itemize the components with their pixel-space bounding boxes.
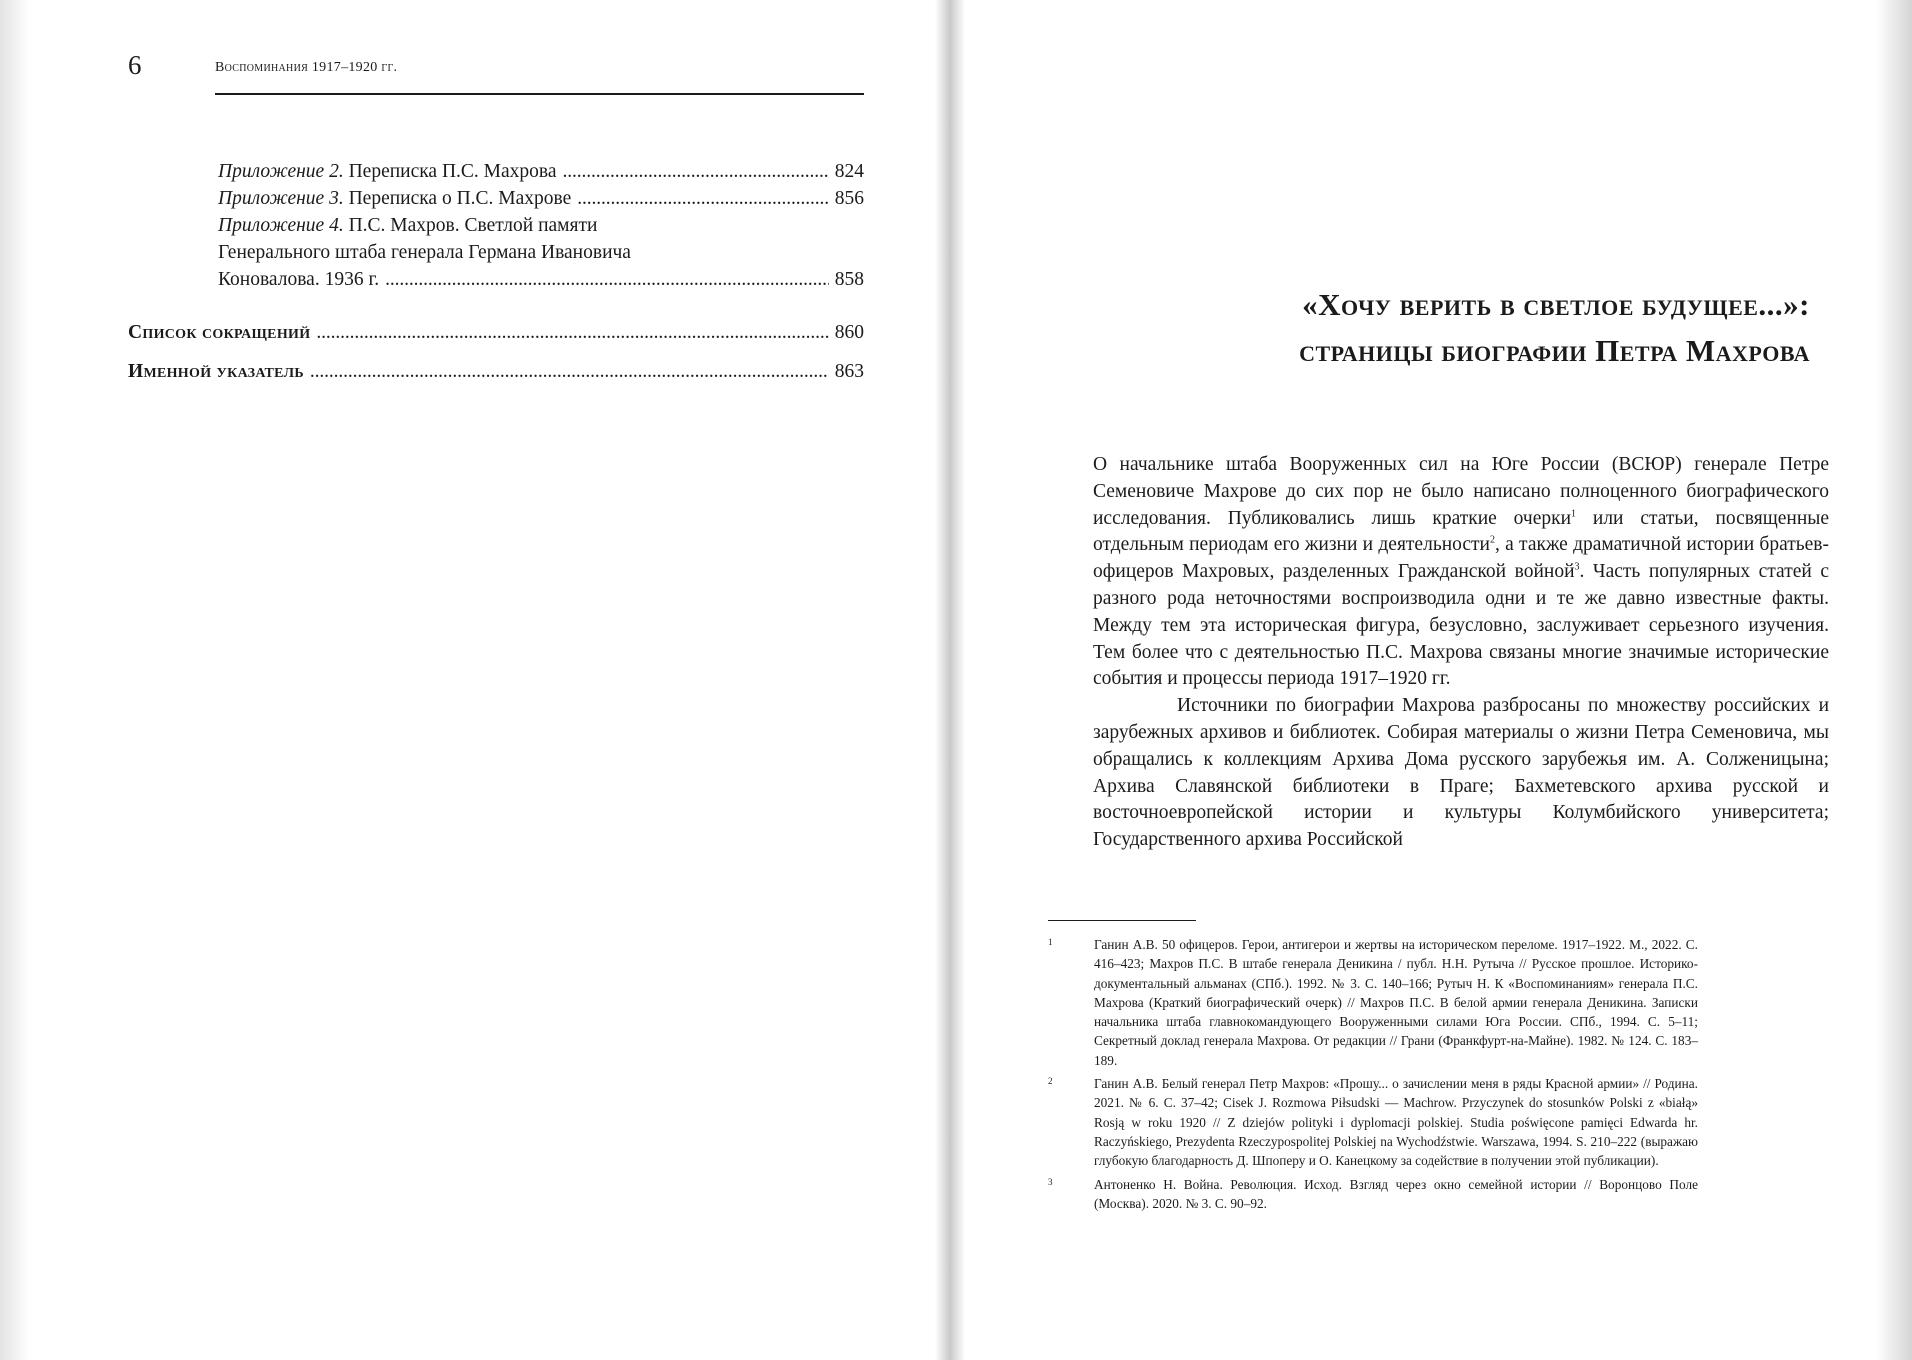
page-number: 6 bbox=[128, 50, 142, 80]
footnote-number: 1 bbox=[1048, 937, 1053, 947]
toc-section-page: 863 bbox=[834, 361, 864, 382]
page-edge-shadow bbox=[0, 0, 30, 1360]
toc-entry-label: Переписка П.С. Махрова bbox=[343, 161, 557, 182]
leader-dots bbox=[563, 158, 829, 185]
book-gutter bbox=[935, 0, 965, 1360]
toc-entry-page: 856 bbox=[834, 188, 864, 209]
running-title: Воспоминания 1917–1920 гг. bbox=[215, 60, 398, 75]
toc-entry bbox=[128, 212, 864, 239]
toc-entry-label: Коновалова. 1936 г. bbox=[218, 269, 380, 290]
toc-entry-prefix: Приложение 2. bbox=[218, 161, 344, 182]
toc-entry-continued: Генерального штаба генерала Германа Ивановича bbox=[218, 242, 631, 263]
footnote-text: Ганин А.В. 50 офицеров. Герои, антигерои и жертвы на историческом переломе. 1917–1922. М., 2022. С. 416–423; Махров П.С. В штабе генерала Деникина / публ. Н.Н. Рутыча // Русское прошлое. Историко-документальный альманах (СПб.). 1992. № 3. С. 140–166; Рутыч Н. К «Воспоминаниям» генерала П.С. Махрова (Краткий биографический очерк) // Махров П.С. В белой армии генерала Деникина. Записки начальника штаба главнокомандующего Вооруженными силами Юга России. СПб., 1994. С. 5–11; Секретный доклад генерала Махрова. От редакции // Грани (Франкфурт-на-Майне). 1982. № 124. С. 183–189. bbox=[1094, 937, 1698, 1068]
footnote bbox=[1048, 1074, 1698, 1170]
chapter-title bbox=[1120, 282, 1810, 374]
chapter-title-line-1: «Хочу верить в светлое будущее...»: bbox=[1302, 287, 1810, 322]
footnote-number: 3 bbox=[1048, 1176, 1053, 1187]
paragraph: О начальнике штаба Вооруженных сил на Юге России (ВСЮР) генерале Петре Семеновиче Махрове до сих пор не было написано полноценного биографического исследования. Публиковались лишь краткие очерки$^1$ или статьи, посвященные отдельным периодам его жизни и деятельности$^2$, а также драматичной истории братьев-офицеров Махровых, разделенных Гражданской войной$^3$. Часть популярных статей с разного рода неточностями воспроизводила одни и те же давно известные факты. Между тем эта историческая фигура, безусловно, заслуживает серьезного изучения. Тем более что с деятельностью П.С. Махрова связаны многие значимые исторические события и процессы периода 1917–1920 гг. bbox=[1093, 454, 1830, 690]
footnote-text: Ганин А.В. Белый генерал Петр Махров: «Прошу... о зачислении меня в ряды Красной армии» // Родина. 2021. № 6. С. 37–42; Cisek J. Rozmowa Piłsudski — Machrow. Przyczynek do stosunków Polski z «białą» Rosją w roku 1920 // Z dziejów polityki i dyplomacji polskiej. Studia poświęcone pamięci Edwarda hr. Raczyńskiego, Prezydenta Rzeczypospolitej Polskiej na Wychodźstwie. Warszawa, 1994. S. 210–222 (выражаю глубокую благодарность Д. Шпоперу и О. Канецкому за содействие в получении этой публикации). bbox=[1094, 1076, 1698, 1169]
footnote-text: Антоненко Н. Война. Революция. Исход. Взгляд через окно семейной истории // Воронцово Поле (Москва). 2020. № 3. С. 90–92. bbox=[1094, 1176, 1698, 1211]
toc-entry-label: Переписка о П.С. Махрове bbox=[343, 188, 572, 209]
footnotes bbox=[1048, 935, 1698, 1217]
toc-entry-page: 858 bbox=[834, 269, 864, 290]
toc-entry bbox=[128, 158, 864, 185]
page-edge-shadow bbox=[1876, 0, 1912, 1360]
footnote bbox=[1048, 1175, 1698, 1214]
toc-entry bbox=[128, 185, 864, 212]
header-rule bbox=[215, 93, 864, 95]
footnote-ref: 1 bbox=[1571, 508, 1577, 520]
body-text bbox=[1093, 452, 1829, 854]
toc-entry-prefix: Приложение 3. bbox=[218, 188, 344, 209]
footnote-number: 2 bbox=[1048, 1076, 1053, 1087]
toc-section bbox=[128, 319, 864, 346]
toc-entry-page: 824 bbox=[834, 161, 864, 182]
toc-entry-continued bbox=[128, 266, 864, 293]
toc-entry-prefix: Приложение 4. bbox=[218, 215, 344, 236]
leader-dots bbox=[385, 266, 829, 293]
toc-section-label: Список сокращений bbox=[128, 322, 311, 343]
left-page bbox=[0, 0, 935, 1360]
toc-section-label: Именной указатель bbox=[128, 361, 304, 382]
toc-entry-label: П.С. Махров. Светлой памяти bbox=[343, 215, 598, 236]
footnote-ref: 2 bbox=[1490, 534, 1495, 546]
toc-section-page: 860 bbox=[834, 322, 864, 343]
footnote-rule bbox=[1048, 920, 1196, 921]
toc-section bbox=[128, 358, 864, 385]
leader-dots bbox=[316, 319, 828, 346]
table-of-contents bbox=[128, 158, 864, 385]
footnote-ref: 3 bbox=[1574, 561, 1580, 573]
footnote bbox=[1048, 935, 1698, 1070]
leader-dots bbox=[577, 185, 828, 212]
chapter-title-line-2: страницы биографии Петра Махрова bbox=[1299, 333, 1810, 368]
leader-dots bbox=[310, 358, 829, 385]
paragraph: Источники по биографии Махрова разбросаны по множеству российских и зарубежных архивов и библиотек. Собирая материалы о жизни Петра Семеновича, мы обращались к коллекциям Архива Дома русского зарубежья им. А. Солженицына; Архива Славянской библиотеки в Праге; Бахметевского архива русской и восточноевропейской истории и культуры Колумбийского университета; Государственного архива Российской bbox=[1093, 695, 1829, 851]
